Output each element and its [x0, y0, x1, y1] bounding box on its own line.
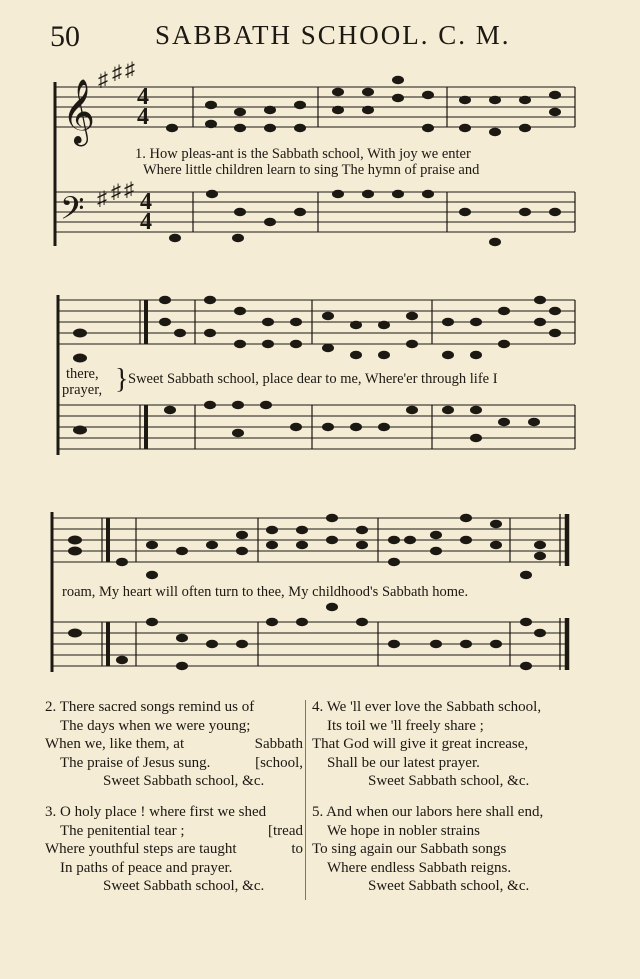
- verses-right-column: [312, 698, 587, 896]
- svg-text:♯: ♯: [111, 181, 121, 203]
- verse-line-text: Where youthful steps are taught: [45, 841, 237, 858]
- treble-clef-icon: 𝄞: [62, 81, 96, 143]
- svg-text:♯: ♯: [112, 62, 122, 84]
- verse-line: [45, 754, 303, 773]
- verse-line: That God will give it great increase,: [312, 736, 529, 753]
- verse-line: The days when we were young;: [60, 717, 251, 734]
- verse-line-text: When we, like them, at: [45, 736, 185, 753]
- lyric-refrain-line: Sweet Sabbath school, place dear to me, Where'er through life I: [128, 371, 498, 387]
- verse-line-text: The praise of Jesus sung.: [60, 754, 211, 771]
- verse-line: 2. There sacred songs remind us of: [45, 699, 255, 715]
- verse-refrain: Sweet Sabbath school, &c.: [368, 878, 530, 895]
- svg-text:♯: ♯: [124, 179, 134, 201]
- lyric-word-prayer: prayer,: [62, 382, 103, 398]
- verse-line: Where endless Sabbath reigns.: [327, 859, 512, 876]
- verse-3: [45, 803, 303, 896]
- verses-section: [0, 698, 640, 958]
- verse-refrain: Sweet Sabbath school, &c.: [103, 773, 265, 790]
- verse-line: To sing again our Sabbath songs: [312, 841, 507, 858]
- verse-refrain: Sweet Sabbath school, &c.: [103, 878, 265, 895]
- bass-clef-icon: 𝄢: [60, 192, 85, 234]
- lyric-word-there: there,: [66, 366, 99, 382]
- lyric-line-2: Where little children learn to sing The hymn of praise and: [143, 162, 480, 178]
- svg-text:♯: ♯: [125, 60, 135, 81]
- verse-line-end: to: [291, 841, 303, 858]
- verse-line: [45, 735, 303, 754]
- verse-line: 3. O holy place ! where first we shed: [45, 803, 267, 820]
- verse-line: 4. We 'll ever love the Sabbath school,: [312, 699, 542, 715]
- verse-refrain: Sweet Sabbath school, &c.: [368, 773, 530, 790]
- page-number: 50: [50, 20, 80, 53]
- verse-line: In paths of peace and prayer.: [60, 859, 233, 876]
- verse-line: Its toil we 'll freely share ;: [327, 717, 484, 734]
- verse-2: [45, 698, 303, 791]
- lyric-line-system-3: roam, My heart will often turn to thee, My childhood's Sabbath home.: [62, 584, 469, 600]
- verse-line-end: [school,: [255, 754, 303, 771]
- verse-line-text: The penitential tear ;: [60, 822, 185, 839]
- verse-line: [45, 840, 303, 859]
- lyric-line-1: 1. How pleas-ant is the Sabbath school, With joy we enter: [135, 146, 471, 162]
- brace-icon: }: [115, 364, 129, 395]
- svg-text:4: 4: [140, 209, 152, 235]
- verse-line: 5. And when our labors here shall end,: [312, 803, 544, 820]
- key-signature-icon: [97, 60, 135, 210]
- verse-line: We hope in nobler strains: [327, 822, 480, 839]
- svg-text:♯: ♯: [97, 188, 107, 210]
- svg-text:4: 4: [137, 84, 149, 110]
- verse-4: [312, 698, 587, 791]
- hymn-title: SABBATH SCHOOL. C. M.: [155, 20, 511, 50]
- svg-text:4: 4: [140, 189, 152, 215]
- svg-text:♯: ♯: [98, 69, 108, 91]
- verse-line: Shall be our latest prayer.: [327, 754, 480, 771]
- verse-line-end: Sabbath: [254, 736, 303, 753]
- verse-line-end: [tread: [268, 822, 303, 839]
- verse-line: [45, 822, 303, 841]
- verse-5: [312, 803, 587, 896]
- svg-text:4: 4: [137, 104, 149, 130]
- verses-left-column: [45, 698, 303, 896]
